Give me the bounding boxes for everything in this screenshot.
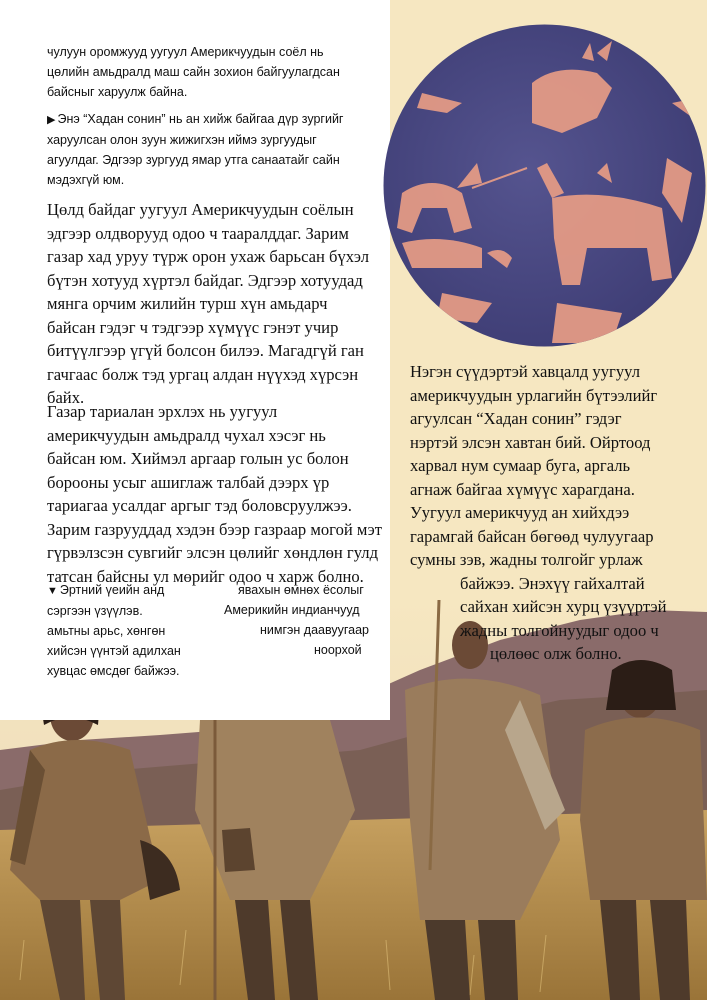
pointer-right-icon: ▶ xyxy=(47,114,56,126)
paragraph-line: сайхан хийсэн хурц үзүүртэй xyxy=(460,597,667,616)
top-caption-line: чулуун оромжууд уугуул Америкчуудын соёл нь xyxy=(47,45,324,59)
bottom-caption-line: ноорхой xyxy=(314,643,362,657)
rock-art-caption-line: Энэ “Хадан сонин” нь ан хийж байгаа дүр зургийг xyxy=(57,112,344,126)
top-caption xyxy=(47,42,382,102)
bottom-caption-left xyxy=(47,580,217,681)
paragraph-line: харвал нум сумаар буга, аргаль xyxy=(410,456,631,475)
bottom-caption-line: явахын өмнөх ёсолыг xyxy=(238,583,364,597)
top-caption-line: цөлийн амьдралд маш сайн зохион байгуулагдсан xyxy=(47,65,340,79)
paragraph-desert-culture xyxy=(47,198,387,410)
top-caption-line: байсныг харуулж байна. xyxy=(47,85,188,99)
paragraph-line: агуулсан “Хадан сонин” гэдэг xyxy=(410,409,622,428)
bottom-caption-line: хувцас өмсдөг байжээ. xyxy=(47,664,180,678)
bottom-caption-line: амьтны арьс, хөнгөн xyxy=(47,624,166,638)
bottom-caption-line: хийсэн үүнтэй адилхан xyxy=(47,644,181,658)
bottom-caption-line: сэргээн үзүүлэв. xyxy=(47,604,143,618)
paragraph-line: Уугуул америкчууд ан хийхдээ xyxy=(410,503,630,522)
bottom-caption-line: Америкийн индианчууд xyxy=(224,603,360,617)
paragraph-line: агнаж байгаа хүмүүс харагдана. xyxy=(410,479,635,499)
paragraph-line: гүрвэлзсэн сувгийг элсэн цөлийг хөндлөн гулд xyxy=(47,543,379,562)
paragraph-line: америкчуудын амьдралд чухал хэсэг нь xyxy=(47,425,326,445)
paragraph-line: сумны зэв, жадны толгойг урлаж xyxy=(410,550,643,569)
rock-art-caption-line: мэдэхгүй юм. xyxy=(47,173,125,187)
paragraph-line: татсан байсны ул мөрийг одоо ч харж болно. xyxy=(47,566,364,586)
rock-art-photo xyxy=(382,23,707,348)
paragraph-line: нэртэй элсэн хавтан бий. Ойртоод xyxy=(410,432,651,452)
rock-art-caption-line: агуулдаг. Эдгээр зургууд ямар утга санаатайг сайн xyxy=(47,153,340,167)
paragraph-line: гачгаас болж тэд ургац алдан нүүхэд хүрсэн xyxy=(47,364,359,384)
pointer-down-icon: ▼ xyxy=(47,585,58,597)
paragraph-line: байжээ. Энэхүү гайхалтай xyxy=(460,573,645,593)
paragraph-line: Нэгэн сүүдэртэй хавцалд уугуул xyxy=(410,362,640,381)
paragraph-line: тариагаа усалдаг аргыг тэд боловсруулжээ. xyxy=(47,496,352,515)
paragraph-line: Зарим газрууддад хэдэн бээр газраар могой мэт xyxy=(47,519,382,539)
bottom-caption-line: Эртний үеийн анд xyxy=(59,583,165,597)
paragraph-line: байсан юм. Хиймэл аргаар голын ус болон xyxy=(47,449,349,468)
paragraph-line: америкчуудын урлагийн бүтээлийг xyxy=(410,385,658,405)
paragraph-line: байсан гэдэг ч тэдгээр хүмүүс гэнэт учир xyxy=(47,317,339,337)
rock-art-caption-line: харуулсан олон зуун жижигхэн иймэ зургуудыг xyxy=(47,133,317,147)
paragraph-line: байх. xyxy=(47,388,85,407)
paragraph-line: битүүлгээр үгүй болсон билээ. Магадгүй ган xyxy=(47,341,364,360)
paragraph-line: бүтэн хотууд хүртэл байдаг. Эдгээр хотуудад xyxy=(47,270,363,290)
paragraph-line: борооны усыг ашиглаж талбай дээрх үр xyxy=(47,472,330,492)
rock-art-caption xyxy=(47,109,382,190)
bottom-caption-right xyxy=(224,580,394,660)
paragraph-line: газар хад уруу түрж орон ухаж барьсан бүхэл xyxy=(47,247,369,266)
paragraph-line: мянга орчим жилийн турш хүн амьдарч xyxy=(47,294,328,313)
paragraph-line: цөлөөс олж болно. xyxy=(490,644,622,663)
bottom-caption-line: нимгэн даавуугаар xyxy=(260,623,369,637)
paragraph-line: жадны толгойнуудыг одоо ч xyxy=(460,620,659,640)
paragraph-line: эдгээр олдворууд одоо ч тааралддаг. Зарим xyxy=(47,223,349,243)
paragraph-line: Цөлд байдаг уугуул Америкчуудын соёлын xyxy=(47,200,354,219)
paragraph-line: гарамгай байсан бөгөөд чулуугаар xyxy=(410,526,654,546)
paragraph-line: Газар тариалан эрхлэх нь уугуул xyxy=(47,402,278,421)
paragraph-agriculture xyxy=(47,400,387,588)
